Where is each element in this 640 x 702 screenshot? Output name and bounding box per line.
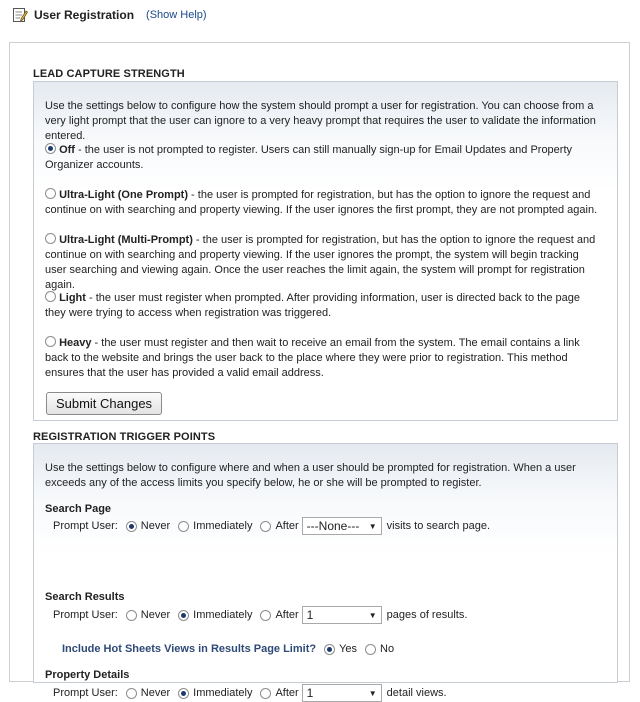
chevron-down-icon: ▼ [368,521,377,531]
search-page-suffix: visits to search page. [386,520,491,532]
hot-sheets-no-radio[interactable] [365,644,376,655]
yes-label: Yes [339,643,358,655]
lead-option-name: Ultra-Light (One Prompt) [59,189,188,201]
lead-option-heavy-radio[interactable] [45,336,56,347]
lead-option-name: Light [59,292,86,304]
property-details-after-radio[interactable] [260,688,271,699]
select-value: 1 [306,608,314,622]
page-title: User Registration [34,8,135,22]
select-value: 1 [306,686,314,700]
never-label: Never [140,687,171,699]
search-results-after-radio[interactable] [260,610,271,621]
lead-option-text: - the user is prompted for registration, but has the option to ignore the request and continue on with searching and property viewing. If the user ignores the prompt, the system will begin tracking user searching and viewing again. Once the user reaches the limit again, the system will prompt for registration again. [45,234,596,291]
prompt-user-label: Prompt User: [53,520,118,532]
lead-option-ultra-light-multi-radio[interactable] [45,233,56,244]
trigger-points-box [33,443,618,700]
lead-option-text: - the user must register when prompted. After providing information, user is directed back to the page they were trying to access when registration was triggered. [45,292,580,319]
after-label: After [275,687,299,699]
property-details-prompt-row [53,684,447,702]
lead-option-light [45,291,603,321]
lead-option-text: - the user is not prompted to register. Users can still manually sign-up for Email Updates and Property Organizer accounts. [45,144,573,171]
never-label: Never [140,609,171,621]
show-help-link[interactable]: (Show Help) [146,9,207,21]
chevron-down-icon: ▼ [368,610,377,620]
lead-option-off-radio[interactable] [45,143,56,154]
lead-option-heavy [45,336,603,381]
after-label: After [275,609,299,621]
search-page-after-radio[interactable] [260,521,271,532]
chevron-down-icon: ▼ [368,688,377,698]
lead-capture-title: LEAD CAPTURE STRENGTH [33,68,185,80]
property-details-label: Property Details [45,669,130,681]
property-details-suffix: detail views. [386,687,447,699]
immediately-label: Immediately [193,609,253,621]
never-label: Never [140,520,171,532]
lead-option-text: - the user is prompted for registration, but has the option to ignore the request and continue on with searching and property viewing. If the user ignores the first prompt, they are not prompted again. [45,189,598,216]
lead-option-name: Off [59,144,75,156]
immediately-label: Immediately [193,687,253,699]
search-results-never-radio[interactable] [126,610,137,621]
search-page-never-radio[interactable] [126,521,137,532]
search-results-label: Search Results [45,591,125,603]
lead-capture-box [33,81,618,421]
search-results-pages-select[interactable] [302,606,382,624]
hot-sheets-yes-radio[interactable] [324,644,335,655]
select-value: ---None--- [306,519,360,533]
lead-option-ultra-light-multi [45,233,603,293]
prompt-user-label: Prompt User: [53,687,118,699]
lead-option-ultra-light-one [45,188,603,218]
settings-panel [9,42,630,700]
search-results-suffix: pages of results. [386,609,468,621]
edit-document-icon [12,7,28,23]
lead-option-light-radio[interactable] [45,291,56,302]
after-label: After [275,520,299,532]
search-page-visits-select[interactable] [302,517,382,535]
search-page-immediately-radio[interactable] [178,521,189,532]
search-page-label: Search Page [45,503,112,515]
property-details-never-radio[interactable] [126,688,137,699]
search-results-immediately-radio[interactable] [178,610,189,621]
lead-option-name: Ultra-Light (Multi-Prompt) [59,234,193,246]
page-header [12,6,207,24]
lead-capture-description: Use the settings below to configure how the system should prompt a user for registration. You can choose from a very light prompt that the user can ignore to a very heavy prompt that requires the user to validate the information entered. [45,100,596,142]
lead-option-text: - the user must register and then wait to receive an email from the system. The email contains a link back to the website and brings the user back to the place where they were prior to registration. This method ensures that the user has provided a valid email address. [45,337,580,379]
immediately-label: Immediately [193,520,253,532]
hot-sheets-label: Include Hot Sheets Views in Results Page Limit? [62,643,317,655]
submit-changes-button[interactable]: Submit Changes [46,392,162,415]
trigger-points-description: Use the settings below to configure where and when a user should be prompted for registration. When a user exceeds any of the access limits you specify below, he or she will be prompted to register. [45,462,576,489]
property-details-views-select[interactable] [302,684,382,702]
search-page-prompt-row [53,517,490,535]
trigger-points-title: REGISTRATION TRIGGER POINTS [33,431,216,443]
lead-option-ultra-light-one-radio[interactable] [45,188,56,199]
hot-sheets-row [62,641,394,657]
lead-option-name: Heavy [59,337,92,349]
prompt-user-label: Prompt User: [53,609,118,621]
search-results-prompt-row [53,606,467,624]
property-details-immediately-radio[interactable] [178,688,189,699]
lead-option-off [45,143,603,173]
no-label: No [380,643,395,655]
